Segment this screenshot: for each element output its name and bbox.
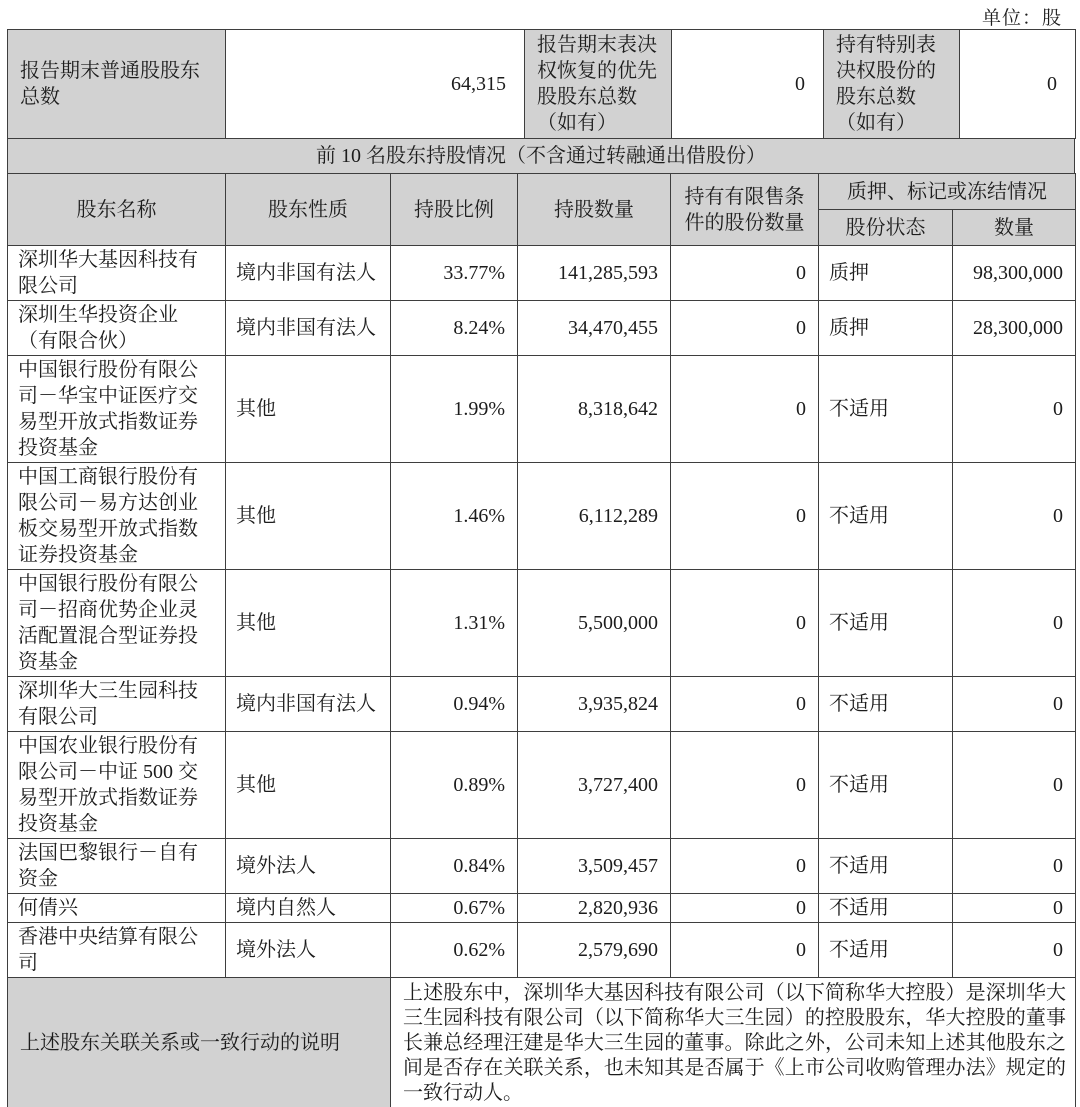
pledge-status: 不适用 bbox=[819, 923, 953, 978]
header-shareholder-name: 股东名称 bbox=[8, 174, 226, 246]
restricted-shares: 0 bbox=[671, 839, 819, 894]
pledge-qty: 0 bbox=[953, 356, 1076, 463]
section-title-table bbox=[7, 138, 1075, 174]
table-row bbox=[8, 839, 1076, 894]
header-row-1 bbox=[8, 174, 1076, 210]
holding-shares: 6,112,289 bbox=[518, 463, 671, 570]
shareholder-nature: 其他 bbox=[226, 570, 391, 677]
pledge-status: 不适用 bbox=[819, 463, 953, 570]
pledge-qty: 0 bbox=[953, 923, 1076, 978]
restricted-shares: 0 bbox=[671, 894, 819, 923]
pledge-status: 不适用 bbox=[819, 570, 953, 677]
pledge-qty: 0 bbox=[953, 732, 1076, 839]
pledge-status: 质押 bbox=[819, 301, 953, 356]
common-holders-value: 64,315 bbox=[226, 30, 525, 139]
table-row bbox=[8, 301, 1076, 356]
holders-table bbox=[7, 173, 1076, 978]
shareholder-nature: 其他 bbox=[226, 356, 391, 463]
pledge-status: 质押 bbox=[819, 246, 953, 301]
holding-ratio: 0.94% bbox=[391, 677, 518, 732]
section-title: 前 10 名股东持股情况（不含通过转融通出借股份） bbox=[8, 139, 1075, 174]
pledge-qty: 0 bbox=[953, 570, 1076, 677]
shareholder-name: 中国农业银行股份有限公司－中证 500 交易型开放式指数证券投资基金 bbox=[8, 732, 226, 839]
restricted-shares: 0 bbox=[671, 463, 819, 570]
pledge-status: 不适用 bbox=[819, 894, 953, 923]
shareholder-name: 深圳生华投资企业（有限合伙） bbox=[8, 301, 226, 356]
shareholder-name: 法国巴黎银行－自有资金 bbox=[8, 839, 226, 894]
restricted-shares: 0 bbox=[671, 570, 819, 677]
shareholder-name: 何倩兴 bbox=[8, 894, 226, 923]
pledge-status: 不适用 bbox=[819, 839, 953, 894]
holding-shares: 34,470,455 bbox=[518, 301, 671, 356]
restricted-shares: 0 bbox=[671, 246, 819, 301]
table-row bbox=[8, 677, 1076, 732]
shareholder-nature: 境内非国有法人 bbox=[226, 677, 391, 732]
note-table bbox=[7, 977, 1076, 1107]
common-holders-label: 报告期末普通股股东总数 bbox=[8, 30, 226, 139]
holding-shares: 2,820,936 bbox=[518, 894, 671, 923]
table-row bbox=[8, 570, 1076, 677]
holding-shares: 2,579,690 bbox=[518, 923, 671, 978]
pledge-qty: 98,300,000 bbox=[953, 246, 1076, 301]
pledge-qty: 0 bbox=[953, 463, 1076, 570]
table-row bbox=[8, 356, 1076, 463]
holding-ratio: 1.99% bbox=[391, 356, 518, 463]
header-pledge-qty: 数量 bbox=[953, 210, 1076, 246]
note-text: 上述股东中，深圳华大基因科技有限公司（以下简称华大控股）是深圳华大三生园科技有限公司（以下简称华大三生园）的控股股东，华大控股的董事长兼总经理汪建是华大三生园的董事。除此之外，公司未知上述其他股东之间是否存在关联关系，也未知其是否属于《上市公司收购管理办法》规定的一致行动人。 bbox=[391, 978, 1076, 1107]
shareholder-nature: 境内非国有法人 bbox=[226, 301, 391, 356]
shareholder-name: 深圳华大三生园科技有限公司 bbox=[8, 677, 226, 732]
pledge-status: 不适用 bbox=[819, 732, 953, 839]
header-shareholder-nature: 股东性质 bbox=[226, 174, 391, 246]
pledge-status: 不适用 bbox=[819, 677, 953, 732]
restricted-shares: 0 bbox=[671, 301, 819, 356]
header-pledge-group: 质押、标记或冻结情况 bbox=[819, 174, 1076, 210]
holding-shares: 8,318,642 bbox=[518, 356, 671, 463]
shareholder-name: 中国银行股份有限公司－招商优势企业灵活配置混合型证券投资基金 bbox=[8, 570, 226, 677]
holding-shares: 3,935,824 bbox=[518, 677, 671, 732]
table-row bbox=[8, 463, 1076, 570]
table-row bbox=[8, 894, 1076, 923]
holding-shares: 141,285,593 bbox=[518, 246, 671, 301]
shareholder-nature: 境内自然人 bbox=[226, 894, 391, 923]
holding-ratio: 1.46% bbox=[391, 463, 518, 570]
pledge-qty: 0 bbox=[953, 839, 1076, 894]
table-row bbox=[8, 732, 1076, 839]
holding-ratio: 0.67% bbox=[391, 894, 518, 923]
shareholder-nature: 境外法人 bbox=[226, 923, 391, 978]
header-holding-shares: 持股数量 bbox=[518, 174, 671, 246]
pledge-qty: 0 bbox=[953, 894, 1076, 923]
special-voting-value: 0 bbox=[960, 30, 1076, 139]
restricted-shares: 0 bbox=[671, 356, 819, 463]
shareholder-nature: 境外法人 bbox=[226, 839, 391, 894]
pledge-status: 不适用 bbox=[819, 356, 953, 463]
table-row bbox=[8, 923, 1076, 978]
shareholder-name: 中国银行股份有限公司－华宝中证医疗交易型开放式指数证券投资基金 bbox=[8, 356, 226, 463]
summary-row bbox=[8, 30, 1076, 139]
holding-ratio: 1.31% bbox=[391, 570, 518, 677]
table-row bbox=[8, 246, 1076, 301]
shareholder-nature: 其他 bbox=[226, 463, 391, 570]
holding-shares: 3,727,400 bbox=[518, 732, 671, 839]
pledge-qty: 0 bbox=[953, 677, 1076, 732]
holding-ratio: 0.89% bbox=[391, 732, 518, 839]
header-pledge-status: 股份状态 bbox=[819, 210, 953, 246]
preferred-holders-label: 报告期末表决权恢复的优先股股东总数（如有） bbox=[525, 30, 672, 139]
shareholder-name: 深圳华大基因科技有限公司 bbox=[8, 246, 226, 301]
restricted-shares: 0 bbox=[671, 732, 819, 839]
header-restricted-shares: 持有有限售条件的股份数量 bbox=[671, 174, 819, 246]
pledge-qty: 28,300,000 bbox=[953, 301, 1076, 356]
holding-ratio: 33.77% bbox=[391, 246, 518, 301]
holding-ratio: 8.24% bbox=[391, 301, 518, 356]
holding-ratio: 0.62% bbox=[391, 923, 518, 978]
restricted-shares: 0 bbox=[671, 923, 819, 978]
holding-shares: 3,509,457 bbox=[518, 839, 671, 894]
summary-table bbox=[7, 29, 1076, 139]
preferred-holders-value: 0 bbox=[672, 30, 824, 139]
special-voting-label: 持有特别表决权股份的股东总数（如有） bbox=[824, 30, 960, 139]
shareholder-nature: 境内非国有法人 bbox=[226, 246, 391, 301]
shareholder-name: 中国工商银行股份有限公司－易方达创业板交易型开放式指数证券投资基金 bbox=[8, 463, 226, 570]
unit-label: 单位：股 bbox=[981, 8, 1062, 29]
holding-ratio: 0.84% bbox=[391, 839, 518, 894]
holding-shares: 5,500,000 bbox=[518, 570, 671, 677]
note-label: 上述股东关联关系或一致行动的说明 bbox=[8, 978, 391, 1107]
header-holding-ratio: 持股比例 bbox=[391, 174, 518, 246]
shareholder-nature: 其他 bbox=[226, 732, 391, 839]
shareholder-name: 香港中央结算有限公司 bbox=[8, 923, 226, 978]
restricted-shares: 0 bbox=[671, 677, 819, 732]
note-row bbox=[8, 978, 1076, 1107]
